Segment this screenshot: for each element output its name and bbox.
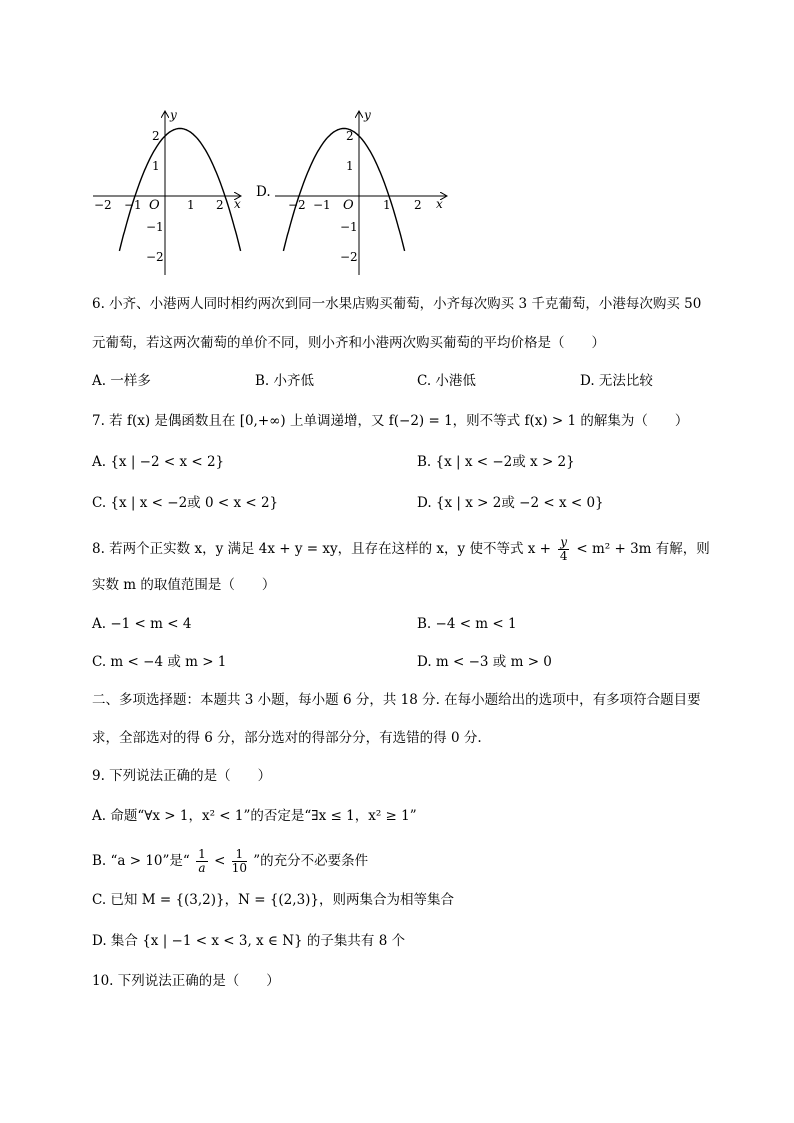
x-tick-2: 2 [414, 198, 422, 212]
x-tick-neg2: −2 [288, 198, 306, 212]
parabola-curve [119, 129, 240, 251]
y-tick-neg1: −1 [146, 220, 164, 234]
y-tick-2: 2 [346, 129, 354, 143]
q6-option-d: D. 无法比较 [580, 373, 653, 389]
q8-stem-line2: 实数 m 的取值范围是（ ） [92, 577, 276, 593]
y-tick-1: 1 [346, 159, 354, 173]
q6-option-a: A. 一样多 [92, 373, 151, 389]
q8-stem-part-a: 8. 若两个正实数 x，y 满足 4x + y = xy，且存在这样的 x，y 使不等式 x + [92, 541, 551, 557]
q9-option-d: D. 集合 {x | −1 < x < 3, x ∈ N} 的子集共有 8 个 [92, 933, 406, 949]
y-tick-neg2: −2 [340, 250, 358, 264]
q6-option-b: B. 小齐低 [255, 373, 315, 389]
x-tick-neg1: −1 [313, 198, 331, 212]
q8-option-a: A. −1 < m < 4 [92, 616, 192, 632]
q9-option-c: C. 已知 M = {(3,2)}，N = {(2,3)}，则两集合为相等集合 [92, 892, 455, 908]
graph-option-d [270, 108, 450, 278]
q9-option-b [92, 848, 368, 875]
origin-label: O [343, 198, 354, 213]
q9-fraction-1-over-a [196, 848, 208, 875]
q9-option-b-part-b: ”的充分不必要条件 [253, 853, 369, 869]
graph-d-letter: D. [256, 184, 271, 200]
x-tick-neg1: −1 [124, 198, 142, 212]
q9-fraction-2-numerator: 1 [232, 848, 247, 862]
q6-option-c: C. 小港低 [417, 373, 476, 389]
graph-option-c [88, 108, 248, 278]
q7-option-d: D. {x | x > 2或 −2 < x < 0} [417, 495, 604, 511]
q9-stem: 9. 下列说法正确的是（ ） [92, 768, 272, 784]
y-axis-label: y [364, 108, 371, 122]
y-axis-label: y [170, 108, 177, 122]
x-tick-1: 1 [383, 198, 391, 212]
q7-option-a: A. {x | −2 < x < 2} [92, 454, 225, 470]
origin-label: O [149, 198, 160, 213]
x-tick-1: 1 [187, 198, 195, 212]
x-axis-label: x [436, 197, 443, 211]
q6-stem-line1: 6. 小齐、小港两人同时相约两次到同一水果店购买葡萄，小齐每次购买 3 千克葡萄，小港每次购买 50 [92, 296, 702, 312]
q9-fraction-1-denominator: a [198, 861, 206, 875]
section2-intro-line1: 二、多项选择题：本题共 3 小题，每小题 6 分，共 18 分. 在每小题给出的选项中，有多项符合题目要 [92, 692, 701, 708]
y-tick-2: 2 [152, 129, 160, 143]
q9-option-a: A. 命题“∀x > 1，x² < 1”的否定是“∃x ≤ 1，x² ≥ 1” [92, 808, 417, 824]
q7-stem: 7. 若 f(x) 是偶函数且在 [0,+∞) 上单调递增，又 f(−2) = 1，则不等式 f(x) > 1 的解集为（ ） [92, 413, 689, 429]
q6-stem-line2: 元葡萄，若这两次葡萄的单价不同，则小齐和小港两次购买葡萄的平均价格是（ ） [92, 335, 605, 351]
q8-option-b: B. −4 < m < 1 [417, 616, 517, 632]
q8-fraction-numerator: y [560, 535, 568, 549]
q8-stem-line1 [92, 536, 710, 563]
q8-stem-part-b: < m² + 3m 有解，则 [576, 541, 710, 557]
q10-stem: 10. 下列说法正确的是（ ） [92, 973, 280, 989]
q9-option-b-part-a: B. “a > 10”是“ [92, 853, 190, 869]
x-axis-label: x [234, 197, 241, 211]
section2-intro-line2: 求，全部选对的得 6 分，部分选对的得部分分，有选错的得 0 分. [92, 730, 482, 746]
y-tick-1: 1 [152, 159, 160, 173]
q8-fraction-denominator: 4 [559, 549, 568, 563]
q8-option-d: D. m < −3 或 m > 0 [417, 654, 552, 670]
y-tick-neg2: −2 [146, 250, 164, 264]
q7-option-c: C. {x | x < −2或 0 < x < 2} [92, 495, 279, 511]
q8-fraction [558, 536, 569, 563]
q9-less-than: < [214, 853, 226, 869]
q8-option-c: C. m < −4 或 m > 1 [92, 654, 227, 670]
q9-fraction-1-numerator: 1 [198, 847, 206, 861]
y-tick-neg1: −1 [340, 220, 358, 234]
q7-option-b: B. {x | x < −2或 x > 2} [417, 454, 575, 470]
x-tick-neg2: −2 [94, 198, 112, 212]
q9-fraction-2-denominator: 10 [231, 861, 247, 875]
x-tick-2: 2 [216, 198, 224, 212]
q9-fraction-1-over-10 [232, 848, 247, 875]
